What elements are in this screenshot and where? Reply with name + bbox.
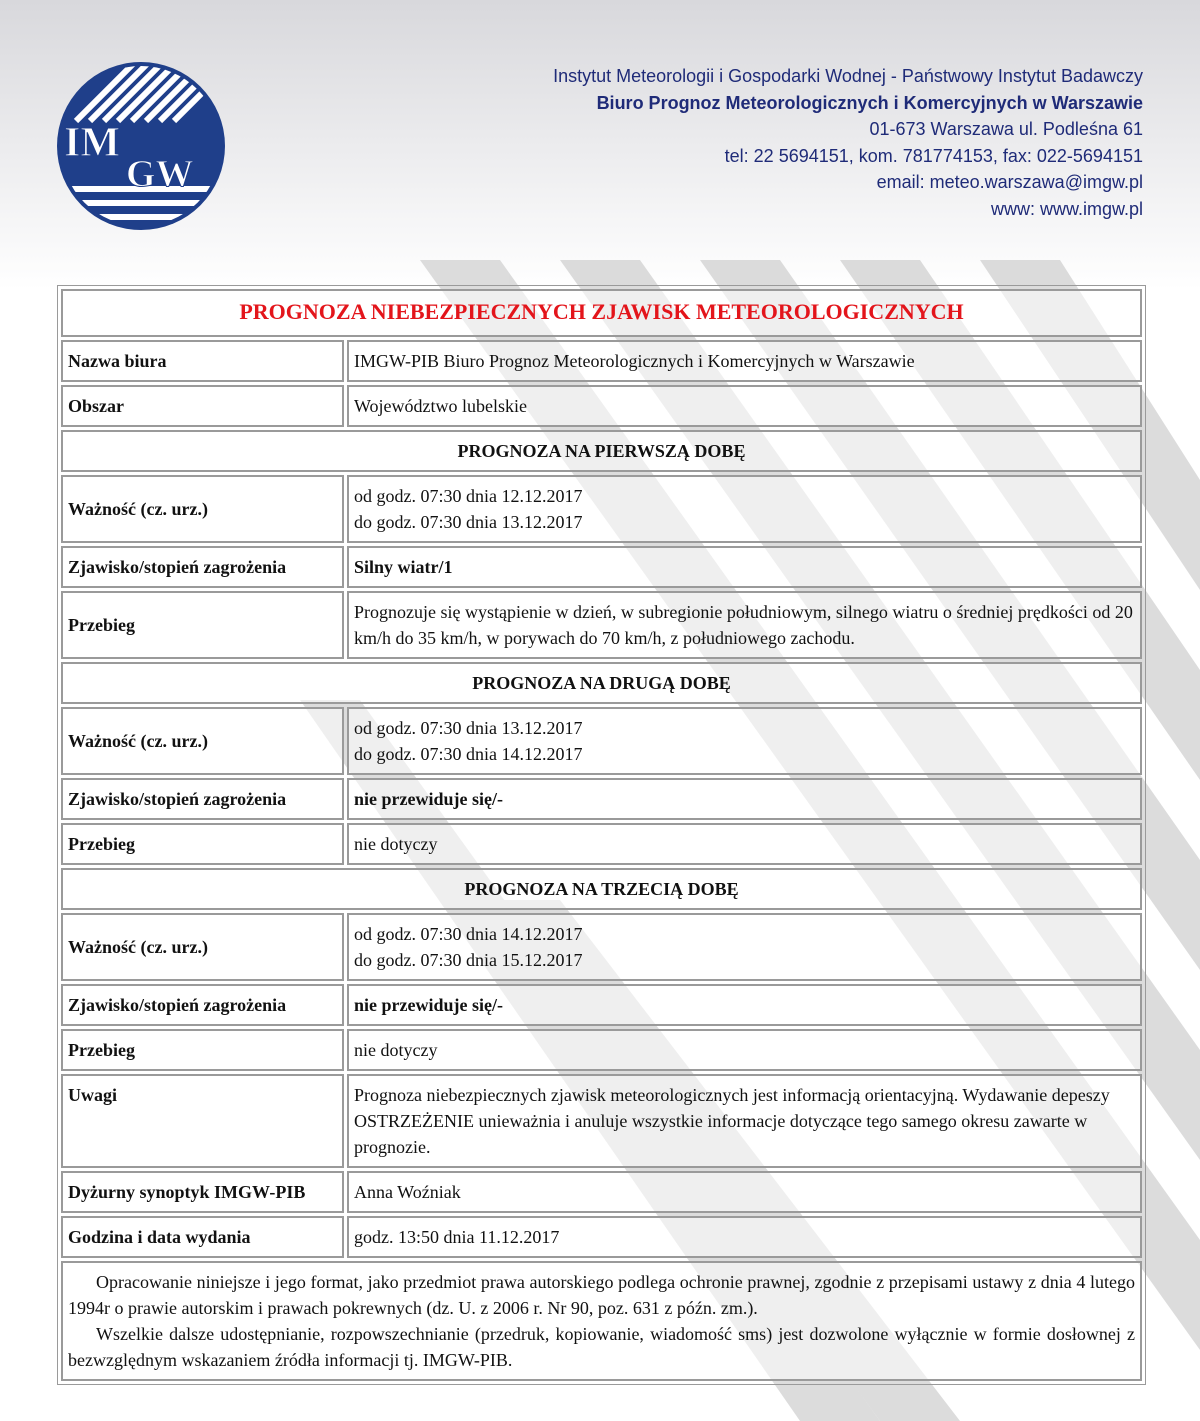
day2-heading: PROGNOZA NA DRUGĄ DOBĘ (61, 662, 1142, 704)
area-label: Obszar (61, 385, 344, 427)
day3-course-label: Przebieg (61, 1029, 344, 1071)
remarks-row (61, 1074, 1142, 1168)
day3-validity-value (347, 913, 1142, 981)
day2-heading-row (61, 662, 1142, 704)
day1-validity-row (61, 475, 1142, 543)
day1-heading: PROGNOZA NA PIERWSZĄ DOBĘ (61, 430, 1142, 472)
day1-validity-from: od godz. 07:30 dnia 12.12.2017 (354, 486, 583, 506)
day2-validity-label: Ważność (cz. urz.) (61, 707, 344, 775)
remarks-label: Uwagi (61, 1074, 344, 1168)
imgw-logo (56, 61, 226, 231)
day2-validity-from: od godz. 07:30 dnia 13.12.2017 (354, 718, 583, 738)
day1-validity-to: do godz. 07:30 dnia 13.12.2017 (354, 512, 583, 532)
day1-heading-row (61, 430, 1142, 472)
day3-heading: PROGNOZA NA TRZECIĄ DOBĘ (61, 868, 1142, 910)
synoptic-row (61, 1171, 1142, 1213)
forecast-document (57, 285, 1146, 1385)
synoptic-label: Dyżurny synoptyk IMGW-PIB (61, 1171, 344, 1213)
issued-value: godz. 13:50 dnia 11.12.2017 (347, 1216, 1142, 1258)
day2-course-value: nie dotyczy (347, 823, 1142, 865)
day2-course-label: Przebieg (61, 823, 344, 865)
remarks-value: Prognoza niebezpiecznych zjawisk meteorologicznych jest informacją orientacyjną. Wydawanie depeszy OSTRZEŻENIE unieważnia i anuluje wszystkie informacje dotyczące tego samego okresu zawarte w prognozie. (347, 1074, 1142, 1168)
day3-phenomenon-label: Zjawisko/stopień zagrożenia (61, 984, 344, 1026)
area-value: Województwo lubelskie (347, 385, 1142, 427)
copyright-paragraph-2: Wszelkie dalsze udostępnianie, rozpowszechnianie (przedruk, kopiowanie, wiadomość sms) jest dozwolone wyłącznie w formie dosłownej z bezwzględnym wskazaniem źródła informacji tj. IMGW-PIB. (68, 1324, 1135, 1370)
svg-text:IM: IM (64, 120, 120, 166)
day3-course-value: nie dotyczy (347, 1029, 1142, 1071)
day3-validity-to: do godz. 07:30 dnia 15.12.2017 (354, 950, 583, 970)
day3-validity-from: od godz. 07:30 dnia 14.12.2017 (354, 924, 583, 944)
phone: tel: 22 5694151, kom. 781774153, fax: 022-5694151 (724, 145, 1143, 166)
day3-validity-row (61, 913, 1142, 981)
day3-phenomenon-row (61, 984, 1142, 1026)
day2-course-row (61, 823, 1142, 865)
copyright-paragraph-1: Opracowanie niniejsze i jego format, jako przedmiot prawa autorskiego podlega ochronie prawnej, zgodnie z przepisami ustawy z dnia 4 lutego 1994r o prawie autorskim i prawach pokrewnych (dz. U. z 2006 r. Nr 90, poz. 631 z późn. zm.). (68, 1272, 1135, 1318)
day1-validity-label: Ważność (cz. urz.) (61, 475, 344, 543)
day2-validity-to: do godz. 07:30 dnia 14.12.2017 (354, 744, 583, 764)
area-row (61, 385, 1142, 427)
address: 01-673 Warszawa ul. Podleśna 61 (869, 119, 1143, 139)
svg-text:GW: GW (126, 153, 194, 195)
day3-validity-label: Ważność (cz. urz.) (61, 913, 344, 981)
website: www: www.imgw.pl (990, 198, 1143, 219)
day1-phenomenon-value: Silny wiatr/1 (347, 546, 1142, 588)
institute-name: Instytut Meteorologii i Gospodarki Wodnej - Państwowy Instytut Badawczy (553, 66, 1143, 86)
title-row (61, 289, 1142, 337)
day2-validity-row (61, 707, 1142, 775)
day1-phenomenon-label: Zjawisko/stopień zagrożenia (61, 546, 344, 588)
day1-course-label: Przebieg (61, 591, 344, 659)
synoptic-value: Anna Woźniak (347, 1171, 1142, 1213)
day3-course-row (61, 1029, 1142, 1071)
day2-phenomenon-row (61, 778, 1142, 820)
office-name: Biuro Prognoz Meteorologicznych i Komercyjnych w Warszawie (596, 92, 1143, 113)
day1-course-value: Prognozuje się wystąpienie w dzień, w subregionie południowym, silnego wiatru o średniej prędkości od 20 km/h do 35 km/h, w porywach do 70 km/h, z południowego zachodu. (347, 591, 1142, 659)
office-row (61, 340, 1142, 382)
day3-heading-row (61, 868, 1142, 910)
issued-label: Godzina i data wydania (61, 1216, 344, 1258)
issued-row (61, 1216, 1142, 1258)
day2-phenomenon-value: nie przewiduje się/- (347, 778, 1142, 820)
day2-validity-value (347, 707, 1142, 775)
office-value: IMGW-PIB Biuro Prognoz Meteorologicznych i Komercyjnych w Warszawie (347, 340, 1142, 382)
day2-phenomenon-label: Zjawisko/stopień zagrożenia (61, 778, 344, 820)
footer-row (61, 1261, 1142, 1381)
office-label: Nazwa biura (61, 340, 344, 382)
copyright-notice (61, 1261, 1142, 1381)
day1-validity-value (347, 475, 1142, 543)
document-title: PROGNOZA NIEBEZPIECZNYCH ZJAWISK METEOROLOGICZNYCH (61, 289, 1142, 337)
day3-phenomenon-value: nie przewiduje się/- (347, 984, 1142, 1026)
email: email: meteo.warszawa@imgw.pl (876, 172, 1143, 192)
day1-course-row (61, 591, 1142, 659)
institute-header (553, 63, 1143, 222)
day1-phenomenon-row (61, 546, 1142, 588)
